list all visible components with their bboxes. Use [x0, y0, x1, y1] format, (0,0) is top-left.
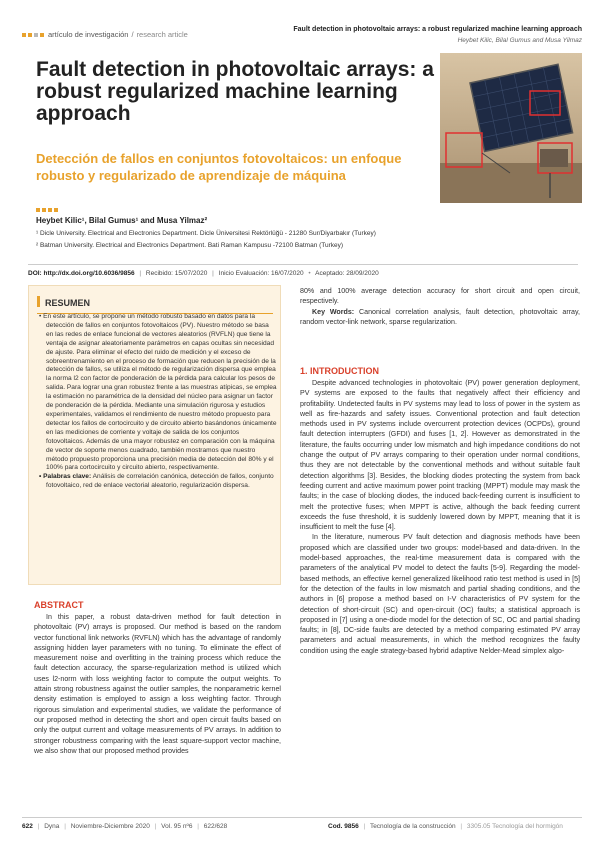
section-slash: / [131, 30, 134, 39]
intro-paragraph-1: Despite advanced technologies in photovoltaic (PV) power generation deployment, PV systems are exposed to the faults that negatively affect their efficiency and profitability. Undetected faults in PV systems may lead to loss of power in the system as well as fire-hazards and safety issues. Conventional protection and fault detection methods used in PV systems include overcurrent protection devices (OCPDs), ground fault detection interrupters (GFDI) and fuses [1, 2]. However as demonstrated in the literature, the faults occurring under low mismatch and high impedance conditions do not change the output of PV arrays comparing to their operation under normal conditions, thus they are not detectable by the conventional methods and without suitable fault detection algorithms [3]. Besides, the blocking diodes protecting the system from back feeding current and active maximum power point tracking (MPPT) module may mask the faults; in the case of blocking diodes, the induced back-feeding current is insufficient to melt the protective fuses; when MPPT is active, although the back feeding current exceeds the fuse threshold, it is suddenly lowered down by MPPT, meaning that it is insufficient to melt the fuse [4]. [300, 379, 580, 532]
abstract-body [34, 612, 281, 756]
keywords: Key Words: Canonical correlation analysis, fault detection, photovoltaic array, random vector-link network, sparse regularization. [300, 308, 580, 327]
page-title: Fault detection in photovoltaic arrays: a robust regularized machine learning approach [36, 58, 434, 125]
introduction-heading: 1. INTRODUCTION [300, 366, 380, 376]
solar-panel-photo [440, 53, 582, 203]
resumen-body [39, 313, 277, 491]
subject-1: Tecnología de la construcción [369, 823, 456, 830]
footer [22, 817, 582, 830]
section-marker-icon [22, 33, 44, 37]
review-date: Inicio Evaluación: 16/07/2020 [218, 270, 304, 277]
page-number: 622 [22, 823, 33, 830]
resumen-box [28, 285, 281, 585]
subject-2: 3305.05 Tecnología del hormigón [466, 823, 563, 830]
affiliation-2: ² Batman University. Electrical and Electronics Department. Bati Raman Kampusu -72100 Batman (Turkey) [36, 242, 344, 249]
introduction-body [300, 378, 580, 656]
heading-bar-icon [37, 296, 40, 307]
footer-right: Cod. 9856 | Tecnología de la construcción | 3305.05 Tecnología del hormigón [328, 823, 563, 830]
section-label [22, 30, 188, 39]
abstract-continuation: 80% and 100% average detection accuracy for short circuit and open circuit, respectively. [300, 287, 580, 306]
abstract-text: In this paper, a robust data-driven method for fault detection in photovoltaic (PV) arrays is proposed. Our method is based on the random vector functional link networks (RVFLN) which has the advantage of randomly assigning hidden layer parameters with no tuning. To eliminate the effect of measurement noise and overfitting in the training process which reduce the fault detection accuracy, the sparse-regularization method is utilized which uses l2-norm with loss weighting factor to compute the output weights. To attain strong robustness against the outlier samples, the nonparametric kernel density estimation is employed to assign a loss weighting factor. Through rigorous simulation and experimental studies, we validate the performance of our proposed method in detecting the short and open circuit faults based on only the output current and voltage measurements of PV arrays. In addition to stronger robustness comparing with the least square-support vector machine, we also show that our proposed method provides [34, 613, 281, 755]
abstract-heading: ABSTRACT [34, 600, 84, 610]
accepted-date: Aceptado: 28/09/2020 [315, 270, 379, 277]
dates-line: DOI: http://dx.doi.org/10.6036/9856 | Recibido: 15/07/2020 | Inicio Evaluación: 16/07/2020 • Aceptado: 28/09/2020 [28, 264, 578, 277]
footer-left: 622 | Dyna | Noviembre-Diciembre 2020 | Vol. 95 nº6 | 622/628 [22, 823, 228, 830]
running-authors: Heybet Kilic, Bilal Gumus and Musa Yilmaz [457, 37, 582, 44]
resumen-heading: RESUMEN [37, 293, 273, 314]
page-range: 622/628 [203, 823, 228, 830]
volume: Vol. 95 nº6 [161, 823, 193, 830]
solar-panel-photo-icon [440, 53, 582, 203]
journal-name: Dyna [44, 823, 60, 830]
affiliation-1: ¹ Dicle University. Electrical and Electronics Department. Dicle Üniversitesi Rektörlüğü - 21280 Sur/Diyarbakır (Turkey) [36, 230, 376, 237]
received-date: Recibido: 15/07/2020 [145, 270, 208, 277]
resumen-paragraph: • En este artículo, se propone un método robusto basado en datos para la detección de fallos en conjuntos fotovoltaicos (PV). Nuestro método se basa en las redes de enlace funcional de vectores aleatorios (RVFLN) que tiene la ventaja de asignar aleatoriamente parámetros en capas ocultas sin necesidad de ajuste. Para eliminar el efecto del ruido de medición y el exceso de sobreentrenamiento en el proceso de formación que reducen la precisión de la detección de fallos, se utiliza el método de regularización dispersa que emplea la norma l2 con factor de ponderación de la pérdida para calcular los pesos de salida. Para lograr una gran robustez frente a las muestras atípicas, se emplea la estimación no paramétrica de la densidad del núcleo para asignar un factor de ponderación de la pérdida. Mediante una simulación rigurosa y estudios experimentales, validamos el rendimiento de nuestro método propuesto para detectar los fallos de cortocircuito y de circuito abierto basándonos únicamente en las mediciones de corriente y voltaje de salida de los conjuntos fotovoltaicos. Además de una mayor robustez en comparación con la máquina de vector de soporte menos cuadrado, también mostramos que nuestro método propuesto proporciona una precisión media de detección del 80% y el 100% para cortocircuito y circuito abierto, respectivamente. [39, 313, 277, 472]
resumen-keywords: • Palabras clave: Análisis de correlación canónica, detección de fallos, conjunto fotovoltaico, red de enlace vectorial aleatorio, regularización dispersa. [39, 473, 274, 490]
article-code: Cod. 9856 [328, 823, 359, 830]
page-subtitle: Detección de fallos en conjuntos fotovoltaicos: un enfoque robusto y regularizado de aprendizaje de máquina [36, 151, 402, 183]
authors: Heybet Kilic¹, Bilal Gumus¹ and Musa Yilmaz² [36, 216, 208, 225]
section-en: research article [136, 30, 188, 39]
section-es: artículo de investigación [48, 30, 129, 39]
issue: Noviembre-Diciembre 2020 [70, 823, 150, 830]
running-title: Fault detection in photovoltaic arrays: a robust regularized machine learning approach [293, 26, 582, 33]
author-marker-icon [36, 208, 58, 212]
doi: DOI: http://dx.doi.org/10.6036/9856 [28, 270, 135, 277]
intro-paragraph-2: In the literature, numerous PV fault detection and diagnosis methods have been proposed which are classified under two groups: model-based and data-driven. In the model-based approaches, the real-time measurement data is compared with the parameters of the analytical PV model to detect the faults [5-9]. Regarding the model-based methods, an effective kernel generalized likelihood ratio test method is used in [5] for the detection of the faults in low mismatch and partial shading conditions, and the authors in [6] propose a method based on I-V characteristics of PV system for the detection of short-circuit (SC) and open-circuit (OC) faults; a statistical approach is proposed in [7] using a one-diode model for the detection of SC, OC and partial shading faults; in [8], DC-side faults are detected by a method comparing estimated PV array parameters and actual measurements, in which the method recognizes the faulty condition using the eagle strategy-based hybrid adaptive Nelder-Mead simplex algo- [300, 533, 580, 655]
